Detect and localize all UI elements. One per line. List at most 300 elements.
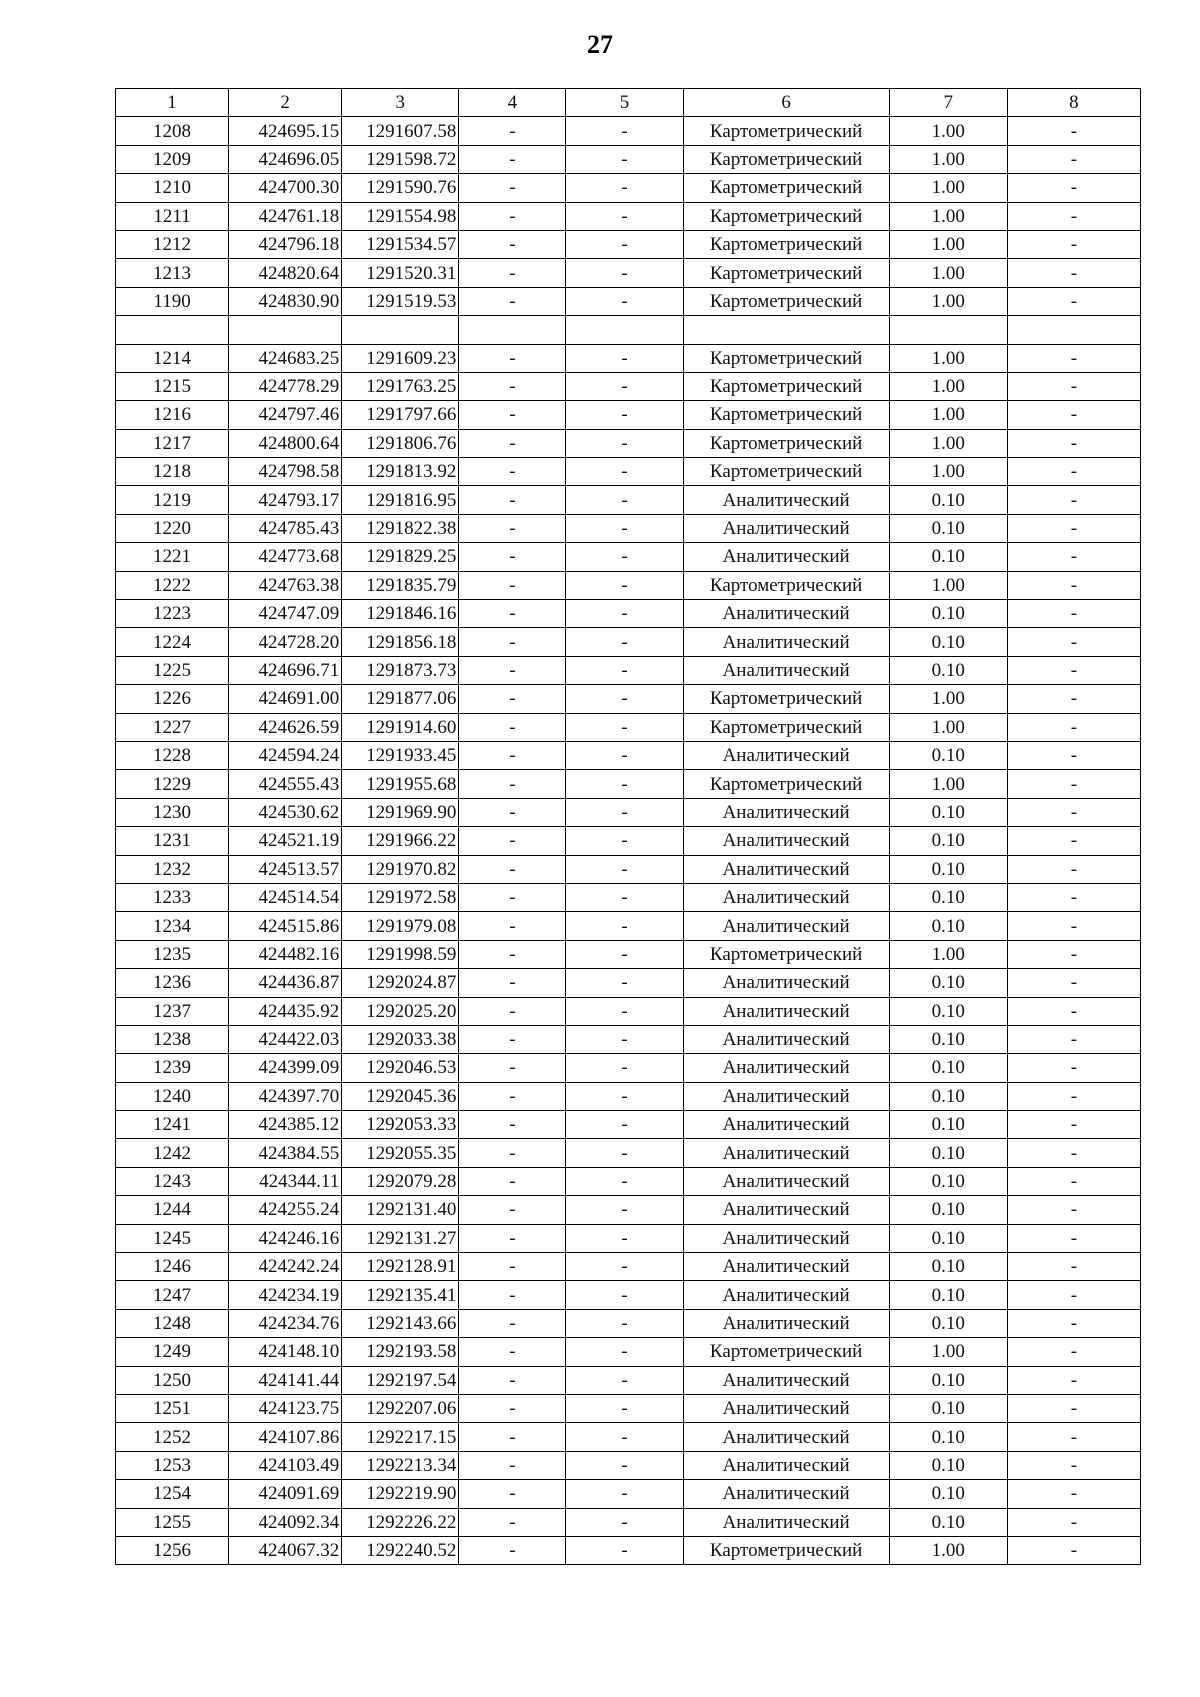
cell-y-coordinate: 1292135.41 <box>342 1281 459 1309</box>
cell-point-number: 1237 <box>116 997 229 1025</box>
header-row <box>116 89 1141 117</box>
cell-col-4: - <box>459 344 566 372</box>
cell-col-8: - <box>1007 1508 1140 1536</box>
cell-col-4: - <box>459 1111 566 1139</box>
cell-col-4: - <box>459 997 566 1025</box>
cell-col-8: - <box>1007 1253 1140 1281</box>
cell-col-5: - <box>566 287 683 315</box>
table-row <box>116 855 1141 883</box>
cell-col-5: - <box>566 600 683 628</box>
cell-point-number: 1232 <box>116 855 229 883</box>
cell-x-coordinate: 424422.03 <box>229 1025 342 1053</box>
table-row <box>116 259 1141 287</box>
cell-y-coordinate: 1292131.40 <box>342 1196 459 1224</box>
cell-col-5: - <box>566 1111 683 1139</box>
cell-x-coordinate: 424515.86 <box>229 912 342 940</box>
cell-point-number: 1190 <box>116 287 229 315</box>
cell-col-4: - <box>459 571 566 599</box>
cell-col-8: - <box>1007 1167 1140 1195</box>
cell-point-number: 1230 <box>116 798 229 826</box>
cell-col-5: - <box>566 1281 683 1309</box>
cell-x-coordinate: 424555.43 <box>229 770 342 798</box>
table-row <box>116 883 1141 911</box>
cell-point-number: 1239 <box>116 1054 229 1082</box>
cell-method: Картометрический <box>683 230 889 258</box>
cell-col-5: - <box>566 798 683 826</box>
cell-x-coordinate: 424123.75 <box>229 1394 342 1422</box>
cell-col-4: - <box>459 429 566 457</box>
cell-col-4 <box>459 316 566 344</box>
cell-x-coordinate: 424067.32 <box>229 1536 342 1564</box>
cell-col-5: - <box>566 883 683 911</box>
cell-point-number: 1218 <box>116 458 229 486</box>
cell-accuracy: 0.10 <box>889 543 1007 571</box>
cell-col-4: - <box>459 1082 566 1110</box>
cell-y-coordinate: 1291877.06 <box>342 685 459 713</box>
cell-method: Аналитический <box>683 1508 889 1536</box>
cell-point-number: 1249 <box>116 1338 229 1366</box>
cell-col-8: - <box>1007 259 1140 287</box>
table-row <box>116 1338 1141 1366</box>
cell-accuracy: 1.00 <box>889 770 1007 798</box>
cell-accuracy: 0.10 <box>889 1025 1007 1053</box>
cell-x-coordinate: 424773.68 <box>229 543 342 571</box>
cell-y-coordinate: 1291914.60 <box>342 713 459 741</box>
cell-point-number: 1222 <box>116 571 229 599</box>
cell-point-number: 1213 <box>116 259 229 287</box>
table-row <box>116 1536 1141 1564</box>
cell-point-number: 1229 <box>116 770 229 798</box>
cell-y-coordinate: 1292024.87 <box>342 969 459 997</box>
cell-accuracy: 0.10 <box>889 1394 1007 1422</box>
table-row <box>116 741 1141 769</box>
cell-col-8: - <box>1007 429 1140 457</box>
cell-col-4: - <box>459 514 566 542</box>
cell-col-5: - <box>566 1394 683 1422</box>
cell-col-4: - <box>459 940 566 968</box>
cell-col-5: - <box>566 230 683 258</box>
cell-point-number: 1238 <box>116 1025 229 1053</box>
cell-y-coordinate: 1292131.27 <box>342 1224 459 1252</box>
cell-x-coordinate: 424242.24 <box>229 1253 342 1281</box>
column-header-4: 4 <box>459 89 566 117</box>
cell-x-coordinate: 424796.18 <box>229 230 342 258</box>
cell-col-4: - <box>459 798 566 826</box>
cell-method: Аналитический <box>683 883 889 911</box>
cell-method: Аналитический <box>683 798 889 826</box>
cell-col-4: - <box>459 685 566 713</box>
table-row <box>116 600 1141 628</box>
table-row <box>116 1281 1141 1309</box>
cell-col-4: - <box>459 1025 566 1053</box>
cell-point-number: 1214 <box>116 344 229 372</box>
column-header-3: 3 <box>342 89 459 117</box>
cell-col-4: - <box>459 1309 566 1337</box>
cell-col-8: - <box>1007 145 1140 173</box>
cell-method: Картометрический <box>683 117 889 145</box>
table-row <box>116 1309 1141 1337</box>
cell-accuracy: 1.00 <box>889 372 1007 400</box>
cell-point-number: 1250 <box>116 1366 229 1394</box>
cell-x-coordinate: 424436.87 <box>229 969 342 997</box>
cell-col-8: - <box>1007 1536 1140 1564</box>
cell-col-8: - <box>1007 741 1140 769</box>
cell-accuracy: 1.00 <box>889 685 1007 713</box>
cell-point-number: 1235 <box>116 940 229 968</box>
cell-point-number: 1217 <box>116 429 229 457</box>
cell-col-8: - <box>1007 230 1140 258</box>
table-row <box>116 656 1141 684</box>
cell-point-number: 1245 <box>116 1224 229 1252</box>
cell-accuracy: 0.10 <box>889 1281 1007 1309</box>
cell-x-coordinate: 424397.70 <box>229 1082 342 1110</box>
cell-col-8: - <box>1007 458 1140 486</box>
cell-col-5: - <box>566 1082 683 1110</box>
cell-point-number: 1243 <box>116 1167 229 1195</box>
cell-point-number: 1212 <box>116 230 229 258</box>
cell-accuracy: 0.10 <box>889 1167 1007 1195</box>
cell-method: Аналитический <box>683 1224 889 1252</box>
cell-x-coordinate: 424234.76 <box>229 1309 342 1337</box>
cell-col-5: - <box>566 1196 683 1224</box>
cell-col-5: - <box>566 1338 683 1366</box>
cell-col-5: - <box>566 1167 683 1195</box>
cell-col-4: - <box>459 1451 566 1479</box>
cell-col-8: - <box>1007 656 1140 684</box>
cell-col-4: - <box>459 855 566 883</box>
cell-col-4: - <box>459 600 566 628</box>
cell-y-coordinate: 1291806.76 <box>342 429 459 457</box>
cell-point-number: 1226 <box>116 685 229 713</box>
cell-x-coordinate: 424344.11 <box>229 1167 342 1195</box>
cell-y-coordinate: 1292219.90 <box>342 1480 459 1508</box>
cell-point-number: 1252 <box>116 1423 229 1451</box>
cell-point-number: 1219 <box>116 486 229 514</box>
table-row <box>116 401 1141 429</box>
cell-col-5: - <box>566 514 683 542</box>
cell-col-8: - <box>1007 969 1140 997</box>
cell-col-8: - <box>1007 1082 1140 1110</box>
cell-col-4: - <box>459 458 566 486</box>
cell-method: Аналитический <box>683 741 889 769</box>
cell-y-coordinate: 1291933.45 <box>342 741 459 769</box>
cell-x-coordinate: 424385.12 <box>229 1111 342 1139</box>
cell-accuracy: 0.10 <box>889 969 1007 997</box>
coordinates-table <box>115 88 1141 1565</box>
cell-col-5: - <box>566 997 683 1025</box>
cell-accuracy: 0.10 <box>889 827 1007 855</box>
cell-col-4: - <box>459 1423 566 1451</box>
cell-x-coordinate: 424800.64 <box>229 429 342 457</box>
cell-method: Аналитический <box>683 1366 889 1394</box>
column-header-8: 8 <box>1007 89 1140 117</box>
cell-point-number: 1248 <box>116 1309 229 1337</box>
table-row <box>116 429 1141 457</box>
table-row <box>116 1082 1141 1110</box>
cell-col-4: - <box>459 628 566 656</box>
cell-col-5: - <box>566 741 683 769</box>
table-row <box>116 1253 1141 1281</box>
cell-col-8: - <box>1007 685 1140 713</box>
cell-method: Аналитический <box>683 1394 889 1422</box>
cell-col-8: - <box>1007 287 1140 315</box>
cell-col-5: - <box>566 1139 683 1167</box>
cell-y-coordinate: 1292046.53 <box>342 1054 459 1082</box>
cell-y-coordinate: 1291972.58 <box>342 883 459 911</box>
cell-col-8: - <box>1007 600 1140 628</box>
cell-col-5: - <box>566 1309 683 1337</box>
cell-x-coordinate: 424092.34 <box>229 1508 342 1536</box>
cell-col-8: - <box>1007 798 1140 826</box>
column-header-6: 6 <box>683 89 889 117</box>
cell-col-4: - <box>459 287 566 315</box>
cell-col-4: - <box>459 202 566 230</box>
cell-accuracy: 0.10 <box>889 798 1007 826</box>
cell-y-coordinate: 1291816.95 <box>342 486 459 514</box>
cell-x-coordinate: 424761.18 <box>229 202 342 230</box>
cell-col-8: - <box>1007 514 1140 542</box>
cell-method: Аналитический <box>683 656 889 684</box>
cell-col-4: - <box>459 883 566 911</box>
cell-accuracy: 0.10 <box>889 1480 1007 1508</box>
cell-x-coordinate: 424107.86 <box>229 1423 342 1451</box>
cell-col-8: - <box>1007 770 1140 798</box>
cell-x-coordinate: 424514.54 <box>229 883 342 911</box>
cell-x-coordinate: 424103.49 <box>229 1451 342 1479</box>
cell-x-coordinate: 424696.71 <box>229 656 342 684</box>
cell-method: Аналитический <box>683 628 889 656</box>
cell-col-5: - <box>566 940 683 968</box>
cell-method: Аналитический <box>683 1451 889 1479</box>
cell-accuracy: 0.10 <box>889 1366 1007 1394</box>
cell-y-coordinate: 1292053.33 <box>342 1111 459 1139</box>
cell-col-5: - <box>566 401 683 429</box>
cell-y-coordinate: 1292240.52 <box>342 1536 459 1564</box>
cell-point-number: 1216 <box>116 401 229 429</box>
cell-col-5: - <box>566 855 683 883</box>
cell-y-coordinate: 1291955.68 <box>342 770 459 798</box>
cell-col-8 <box>1007 316 1140 344</box>
cell-accuracy: 0.10 <box>889 628 1007 656</box>
cell-y-coordinate: 1291856.18 <box>342 628 459 656</box>
cell-x-coordinate: 424728.20 <box>229 628 342 656</box>
cell-col-8: - <box>1007 1139 1140 1167</box>
cell-col-8: - <box>1007 117 1140 145</box>
cell-method: Картометрический <box>683 685 889 713</box>
cell-col-4: - <box>459 1196 566 1224</box>
cell-method: Аналитический <box>683 1480 889 1508</box>
cell-x-coordinate: 424530.62 <box>229 798 342 826</box>
cell-col-4: - <box>459 1139 566 1167</box>
cell-y-coordinate: 1292217.15 <box>342 1423 459 1451</box>
cell-x-coordinate: 424521.19 <box>229 827 342 855</box>
cell-point-number: 1215 <box>116 372 229 400</box>
table-row <box>116 174 1141 202</box>
cell-col-5: - <box>566 344 683 372</box>
cell-accuracy: 0.10 <box>889 1508 1007 1536</box>
cell-col-8: - <box>1007 1394 1140 1422</box>
cell-y-coordinate: 1291590.76 <box>342 174 459 202</box>
cell-col-8: - <box>1007 486 1140 514</box>
cell-col-8: - <box>1007 401 1140 429</box>
cell-col-8: - <box>1007 543 1140 571</box>
cell-point-number: 1231 <box>116 827 229 855</box>
cell-y-coordinate: 1292197.54 <box>342 1366 459 1394</box>
table-row <box>116 1111 1141 1139</box>
cell-method: Картометрический <box>683 287 889 315</box>
cell-accuracy: 1.00 <box>889 287 1007 315</box>
cell-x-coordinate: 424785.43 <box>229 514 342 542</box>
table-row <box>116 940 1141 968</box>
cell-method: Картометрический <box>683 940 889 968</box>
cell-col-8: - <box>1007 1281 1140 1309</box>
cell-accuracy: 1.00 <box>889 1536 1007 1564</box>
cell-point-number: 1255 <box>116 1508 229 1536</box>
cell-x-coordinate: 424700.30 <box>229 174 342 202</box>
cell-accuracy: 0.10 <box>889 1224 1007 1252</box>
cell-col-5: - <box>566 628 683 656</box>
cell-col-4: - <box>459 827 566 855</box>
column-header-5: 5 <box>566 89 683 117</box>
table-row <box>116 458 1141 486</box>
cell-col-5: - <box>566 174 683 202</box>
cell-accuracy: 1.00 <box>889 458 1007 486</box>
cell-x-coordinate: 424763.38 <box>229 571 342 599</box>
cell-accuracy: 1.00 <box>889 174 1007 202</box>
table-row <box>116 1139 1141 1167</box>
cell-method: Аналитический <box>683 1423 889 1451</box>
cell-point-number <box>116 316 229 344</box>
cell-method: Картометрический <box>683 401 889 429</box>
cell-col-5: - <box>566 713 683 741</box>
cell-col-5: - <box>566 685 683 713</box>
cell-method: Картометрический <box>683 372 889 400</box>
cell-col-5 <box>566 316 683 344</box>
cell-method: Картометрический <box>683 202 889 230</box>
cell-method: Аналитический <box>683 1025 889 1053</box>
cell-col-4: - <box>459 1167 566 1195</box>
cell-accuracy: 0.10 <box>889 1451 1007 1479</box>
cell-col-4: - <box>459 145 566 173</box>
cell-col-5: - <box>566 656 683 684</box>
cell-col-5: - <box>566 372 683 400</box>
cell-y-coordinate: 1292128.91 <box>342 1253 459 1281</box>
cell-col-8: - <box>1007 1224 1140 1252</box>
cell-accuracy: 0.10 <box>889 1253 1007 1281</box>
cell-x-coordinate: 424513.57 <box>229 855 342 883</box>
cell-accuracy: 0.10 <box>889 1139 1007 1167</box>
table-row <box>116 912 1141 940</box>
cell-y-coordinate: 1291813.92 <box>342 458 459 486</box>
table-row <box>116 1508 1141 1536</box>
cell-method: Аналитический <box>683 600 889 628</box>
cell-y-coordinate: 1291969.90 <box>342 798 459 826</box>
cell-method: Аналитический <box>683 827 889 855</box>
cell-col-5: - <box>566 202 683 230</box>
cell-y-coordinate: 1291598.72 <box>342 145 459 173</box>
table-row <box>116 969 1141 997</box>
cell-col-4: - <box>459 372 566 400</box>
cell-point-number: 1233 <box>116 883 229 911</box>
cell-x-coordinate: 424778.29 <box>229 372 342 400</box>
cell-col-5: - <box>566 1054 683 1082</box>
cell-col-4: - <box>459 230 566 258</box>
cell-col-5: - <box>566 827 683 855</box>
cell-y-coordinate: 1291554.98 <box>342 202 459 230</box>
cell-y-coordinate <box>342 316 459 344</box>
cell-col-5: - <box>566 969 683 997</box>
page-number: 27 <box>587 30 613 59</box>
cell-col-5: - <box>566 145 683 173</box>
cell-accuracy: 0.10 <box>889 514 1007 542</box>
cell-method: Картометрический <box>683 458 889 486</box>
cell-point-number: 1240 <box>116 1082 229 1110</box>
cell-method: Аналитический <box>683 486 889 514</box>
cell-y-coordinate: 1291835.79 <box>342 571 459 599</box>
table-row <box>116 230 1141 258</box>
cell-col-5: - <box>566 1423 683 1451</box>
table-row <box>116 827 1141 855</box>
cell-point-number: 1223 <box>116 600 229 628</box>
cell-x-coordinate: 424797.46 <box>229 401 342 429</box>
cell-point-number: 1251 <box>116 1394 229 1422</box>
cell-method: Аналитический <box>683 912 889 940</box>
cell-method: Картометрический <box>683 259 889 287</box>
cell-y-coordinate: 1292055.35 <box>342 1139 459 1167</box>
cell-col-5: - <box>566 1224 683 1252</box>
cell-y-coordinate: 1292143.66 <box>342 1309 459 1337</box>
cell-accuracy: 0.10 <box>889 741 1007 769</box>
cell-col-4: - <box>459 174 566 202</box>
cell-col-8: - <box>1007 1111 1140 1139</box>
cell-col-4: - <box>459 1536 566 1564</box>
cell-col-5: - <box>566 1480 683 1508</box>
table-row <box>116 1025 1141 1053</box>
cell-x-coordinate: 424820.64 <box>229 259 342 287</box>
cell-accuracy: 1.00 <box>889 202 1007 230</box>
cell-point-number: 1227 <box>116 713 229 741</box>
cell-method: Аналитический <box>683 997 889 1025</box>
cell-col-8: - <box>1007 1366 1140 1394</box>
cell-col-4: - <box>459 1366 566 1394</box>
cell-y-coordinate: 1292079.28 <box>342 1167 459 1195</box>
cell-point-number: 1224 <box>116 628 229 656</box>
cell-method: Аналитический <box>683 1196 889 1224</box>
cell-accuracy: 1.00 <box>889 940 1007 968</box>
cell-y-coordinate: 1292193.58 <box>342 1338 459 1366</box>
cell-col-5: - <box>566 543 683 571</box>
cell-col-8: - <box>1007 344 1140 372</box>
cell-accuracy: 0.10 <box>889 1054 1007 1082</box>
cell-accuracy: 1.00 <box>889 259 1007 287</box>
table-row <box>116 287 1141 315</box>
cell-x-coordinate: 424696.05 <box>229 145 342 173</box>
cell-x-coordinate: 424626.59 <box>229 713 342 741</box>
cell-col-5: - <box>566 1366 683 1394</box>
cell-col-8: - <box>1007 883 1140 911</box>
cell-accuracy: 0.10 <box>889 1111 1007 1139</box>
table-row <box>116 202 1141 230</box>
cell-x-coordinate: 424435.92 <box>229 997 342 1025</box>
cell-col-8: - <box>1007 1025 1140 1053</box>
table-row <box>116 486 1141 514</box>
cell-col-4: - <box>459 1338 566 1366</box>
cell-accuracy: 0.10 <box>889 1082 1007 1110</box>
cell-y-coordinate: 1292025.20 <box>342 997 459 1025</box>
cell-col-8: - <box>1007 174 1140 202</box>
cell-method: Аналитический <box>683 1253 889 1281</box>
cell-method: Картометрический <box>683 145 889 173</box>
